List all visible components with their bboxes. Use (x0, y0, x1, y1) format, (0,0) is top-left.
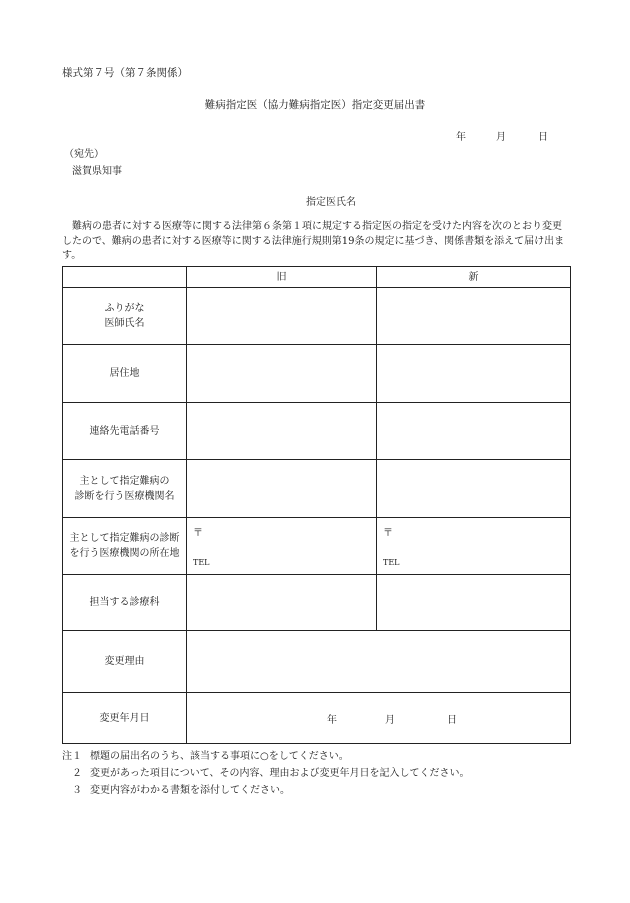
row-label-reason: 変更理由 (63, 631, 187, 693)
table-row-name (63, 288, 571, 345)
row-label-address-line2: を行う医療機関の所在地 (69, 548, 180, 559)
new-residence-field[interactable] (377, 345, 571, 403)
new-institution-field[interactable] (377, 460, 571, 518)
table-header-row (63, 267, 571, 288)
note-item (62, 782, 470, 799)
form-number: 様式第７号（第７条関係） (62, 67, 188, 79)
change-date-month: 月 (385, 714, 395, 726)
note-item (62, 765, 470, 782)
header-new: 新 (377, 267, 571, 288)
date-year-label: 年 (456, 132, 466, 143)
old-residence-field[interactable] (187, 345, 377, 403)
old-tel-label: TEL (193, 558, 210, 567)
note-number: 注１ (62, 751, 82, 762)
row-label-institution (63, 460, 187, 518)
note-text: 変更内容がわかる書類を添付してください。 (90, 785, 290, 796)
note-text: 変更があった項目について、その内容、理由および変更年月日を記入してください。 (90, 768, 470, 779)
new-phone-field[interactable] (377, 403, 571, 460)
old-institution-field[interactable] (187, 460, 377, 518)
reason-field[interactable] (187, 631, 571, 693)
new-tel-label: TEL (383, 558, 400, 567)
note-number: ２ (72, 768, 82, 779)
doctor-name-label: 指定医氏名 (306, 197, 356, 208)
old-department-field[interactable] (187, 575, 377, 631)
row-label-name-doctor: 医師氏名 (104, 318, 145, 329)
row-label-institution-line1: 主として指定難病の (79, 475, 170, 487)
change-form-table (62, 266, 571, 744)
old-zip-mark: 〒 (193, 528, 203, 539)
row-label-address-line1: 主として指定難病の診断 (69, 533, 180, 544)
table-row-department (63, 575, 571, 631)
row-label-change-date: 変更年月日 (63, 693, 187, 744)
old-name-field[interactable] (187, 288, 377, 345)
row-label-phone: 連絡先電話番号 (63, 403, 187, 460)
submission-date-line (456, 128, 548, 143)
row-label-name (63, 288, 187, 345)
new-address-field[interactable] (377, 518, 571, 575)
table-row-institution (63, 460, 571, 518)
table-row-reason (63, 631, 571, 693)
row-label-institution-line2: 診断を行う医療機関名 (74, 490, 175, 502)
new-name-field[interactable] (377, 288, 571, 345)
date-day-label: 日 (538, 132, 548, 143)
table-row-institution-address (63, 518, 571, 575)
new-department-field[interactable] (377, 575, 571, 631)
row-label-residence: 居住地 (63, 345, 187, 403)
table-row-phone (63, 403, 571, 460)
old-address-field[interactable] (187, 518, 377, 575)
form-title: 難病指定医（協力難病指定医）指定変更届出書 (204, 99, 426, 111)
body-text: 難病の患者に対する医療等に関する法律第６条第１項に規定する指定医の指定を受けた内容を次のとおり変更したので、難病の患者に対する医療等に関する法律施行規則第19条の規定に基づき、関係書類を添えて届け出ます。 (62, 221, 565, 261)
change-date-year: 年 (327, 714, 337, 726)
note-item (62, 748, 470, 765)
addressee: 滋賀県知事 (72, 166, 122, 177)
note-text: 標題の届出名のうち、該当する事項に○をしてください。 (90, 751, 349, 762)
change-date-field[interactable] (187, 693, 571, 744)
addressee-label: （宛先） (64, 149, 104, 160)
row-label-institution-address (63, 518, 187, 575)
old-phone-field[interactable] (187, 403, 377, 460)
note-number: ３ (72, 785, 82, 796)
row-label-name-furigana: ふりがな (104, 303, 145, 314)
change-date-day: 日 (447, 714, 457, 726)
table-row-change-date (63, 693, 571, 744)
row-label-department: 担当する診療科 (63, 575, 187, 631)
date-month-label: 月 (496, 132, 506, 143)
new-zip-mark: 〒 (383, 528, 393, 539)
table-row-residence (63, 345, 571, 403)
header-old: 旧 (187, 267, 377, 288)
notes (62, 748, 470, 799)
header-blank-cell (63, 267, 187, 288)
